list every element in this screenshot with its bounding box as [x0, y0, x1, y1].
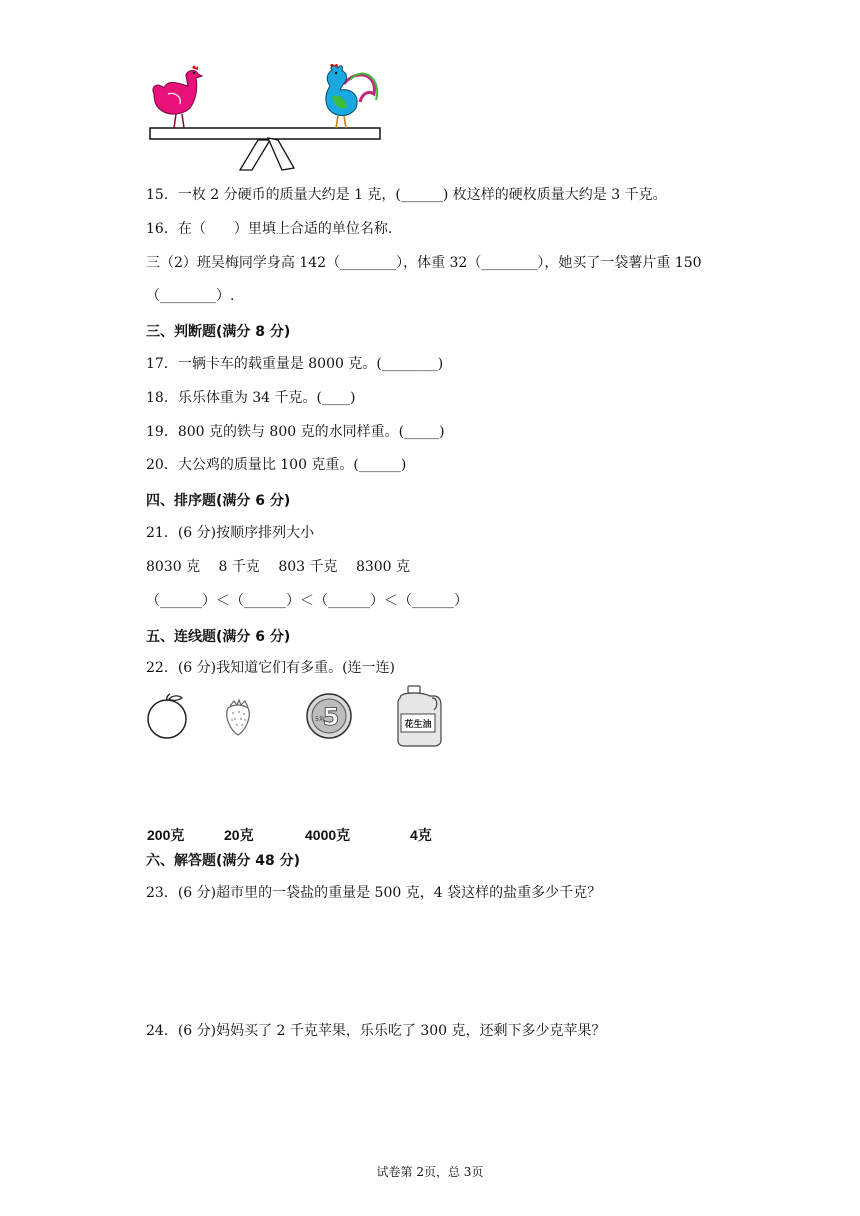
page-footer: 试卷第 2页，总 3页 [376, 1165, 484, 1179]
coin-icon [305, 692, 353, 740]
bottle-label: 花生油 [404, 720, 432, 730]
coin-digit: 5 [322, 703, 340, 731]
strawberry-icon [222, 698, 256, 738]
question-17: 17．一辆卡车的载重量是 8000 克。(________) [146, 356, 444, 372]
question-23: 23．(6 分)超市里的一袋盐的重量是 500 克，4 袋这样的盐重多少千克？ [146, 885, 602, 901]
oil-bottle-icon [394, 684, 444, 748]
question-16: 16．在（ ）里填上合适的单位名称. [146, 221, 393, 237]
orange-icon [144, 692, 192, 740]
seesaw-icon [150, 128, 380, 170]
question-20: 20．大公鸡的质量比 100 克重。(______) [146, 457, 407, 473]
section-4-heading: 四、排序题(满分 6 分) [146, 493, 291, 509]
weight-label-200g: 200克 [147, 827, 185, 843]
question-16-line-2: （________）. [146, 288, 235, 304]
section-6-heading: 六、解答题(满分 48 分) [146, 853, 301, 869]
rooster-icon [326, 64, 377, 128]
question-21-items: 8030 克 8 千克 803 千克 8300 克 [146, 559, 411, 575]
section-3-heading: 三、判断题(满分 8 分) [146, 324, 291, 340]
weight-label-4g: 4克 [410, 827, 432, 843]
question-22: 22．(6 分)我知道它们有多重。(连一连) [146, 660, 396, 676]
coin-text: 5角 [315, 716, 325, 723]
hen-icon [153, 65, 202, 128]
question-21-blanks: （______）＜（______）＜（______）＜（______） [146, 593, 468, 609]
seesaw-illustration [146, 64, 386, 174]
section-5-heading: 五、连线题(满分 6 分) [146, 629, 291, 645]
question-19: 19．800 克的铁与 800 克的水同样重。(_____) [146, 424, 445, 440]
question-18: 18．乐乐体重为 34 千克。(____) [146, 390, 356, 406]
question-24: 24．(6 分)妈妈买了 2 千克苹果，乐乐吃了 300 克，还剩下多少克苹果？ [146, 1023, 606, 1039]
weight-label-4000g: 4000克 [305, 827, 351, 843]
weight-label-20g: 20克 [224, 827, 254, 843]
question-21: 21．(6 分)按顺序排列大小 [146, 525, 315, 541]
question-15: 15．一枚 2 分硬币的质量大约是 1 克，(______) 枚这样的硬枚质量大约是 3 千克。 [146, 187, 667, 203]
question-16-line-1: 三（2）班吴梅同学身高 142（________），体重 32（________），她买了一袋薯片重 150 [146, 255, 702, 271]
